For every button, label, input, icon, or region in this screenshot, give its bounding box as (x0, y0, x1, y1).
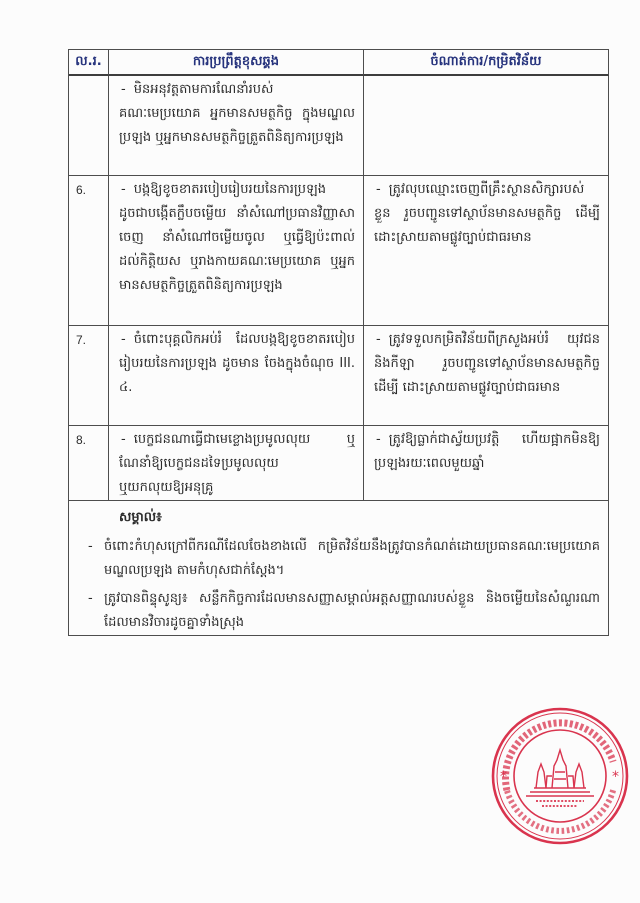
row-6-action (364, 176, 609, 326)
header-cell-action: ចំណាត់ការ/កម្រិតវិន័យ (364, 50, 609, 76)
bullet: - (121, 332, 126, 347)
header-cell-violation: ការប្រព្រឹត្តខុសឆ្គង (109, 50, 364, 76)
notes-item (88, 535, 600, 583)
bullet: - (376, 182, 381, 197)
row-8-number: 8. (69, 426, 109, 501)
violation-text: មិនអនុវត្តតាមការណែនាំរបស់ គណៈមេប្រយោគ អ្នកមានសមត្ថកិច្ច ក្នុងមណ្ឌលប្រឡង ឬអ្នកមានសមត្ថកិច្ចត្រួតពិនិត្យការប្រឡង (119, 82, 355, 145)
notes-item-text: ចំពោះកំហុសក្រៅពីករណីដែលចែងខាងលើ កម្រិតវិន័យនឹងត្រូវបានកំណត់ដោយប្រធានគណៈមេប្រយោគ មណ្ឌលប្រឡង តាមកំហុសជាក់ស្តែង។ (104, 539, 600, 578)
seal-outer-ring (493, 709, 627, 843)
notes-cell (69, 501, 609, 636)
bullet: - (376, 332, 381, 347)
bullet: - (121, 182, 126, 197)
notes-title: សម្គាល់៖ (119, 510, 162, 525)
violation-text: ចំពោះបុគ្គលិកអប់រំ ដែលបង្កឱ្យខូចខាតរបៀបរៀបរយនៃការប្រឡង ដូចមាន ចែងក្នុងចំណុច III. ៤. (119, 332, 355, 395)
bullet: - (121, 82, 126, 97)
bullet: - (376, 432, 381, 447)
notes-item-text: ត្រូវបានពិន្ទុសូន្យ៖ សន្លឹកកិច្ចការដែលមានសញ្ញាសម្គាល់អត្តសញ្ញាណរបស់ខ្លួន និងចម្លើយនៃសំណួរណាដែលមានវិចារដូចគ្នាទាំងស្រុង (104, 591, 600, 630)
row-8-violation (109, 426, 364, 501)
action-text: ត្រូវទទួលកម្រិតវិន័យពីក្រសួងអប់រំ យុវជន និងកីឡា រួចបញ្ជូនទៅស្ថាប័នមានសមត្ថកិច្ចដើម្បី ដោះស្រាយតាមផ្លូវច្បាប់ជាធរមាន (374, 332, 600, 395)
row-7-number: 7. (69, 326, 109, 426)
violation-text: បង្កឱ្យខូចខាតរបៀបរៀបរយនៃការប្រឡង ដូចជាបង្កើតក្លឹបចម្លើយ នាំសំណៅប្រធានវិញ្ញាសាចេញ នាំសំណៅចម្លើយចូល ឬធ្វើឱ្យប៉ះពាល់ដល់កិត្តិយស ឬរាងកាយគណៈមេប្រយោគ ឬអ្នកមានសមត្ថកិច្ចត្រួតពិនិត្យការប្រឡង (119, 182, 355, 293)
bullet: - (121, 432, 126, 447)
seal-lettering-top (506, 723, 614, 790)
violation-text: បេក្ខជនណាធ្វើជាមេខ្លោងប្រមូលលុយ ឬណែនាំឱ្យបេក្ខជនដទៃប្រមូលលុយ ឬយកលុយឱ្យអនុគ្រូ (119, 432, 355, 495)
seal-graphic (490, 706, 630, 846)
action-text: ត្រូវឱ្យធ្លាក់ជាស្វ័យប្រវត្តិ ហើយផ្អាកមិនឱ្យប្រឡងរយៈពេលមួយឆ្នាំ (374, 432, 600, 471)
seal-star-left: * (500, 769, 507, 785)
row-6-number: 6. (69, 176, 109, 326)
notes-item (88, 587, 600, 635)
bullet: - (88, 539, 93, 554)
action-text: ត្រូវលុបឈ្មោះចេញពីគ្រឹះស្ថានសិក្សារបស់ខ្លួន រួចបញ្ជូនទៅស្ថាប័នមានសមត្ថកិច្ច ដើម្បីដោះស្រាយតាមផ្លូវច្បាប់ជាធរមាន (374, 182, 600, 245)
row-6-violation (109, 176, 364, 326)
seal-inner-ring (514, 730, 606, 822)
seal-temple (526, 750, 594, 806)
seal-star-right: * (612, 769, 619, 785)
row-8-action (364, 426, 609, 501)
header-cell-number: ល.រ. (69, 50, 109, 76)
row-7-action (364, 326, 609, 426)
row-continued-violation (109, 76, 364, 176)
rules-table (68, 49, 609, 636)
seal-second-ring (497, 713, 623, 839)
official-seal-icon (490, 706, 630, 846)
row-continued-action (364, 76, 609, 176)
row-7-violation (109, 326, 364, 426)
row-continued-number (69, 76, 109, 176)
bullet: - (88, 591, 93, 606)
